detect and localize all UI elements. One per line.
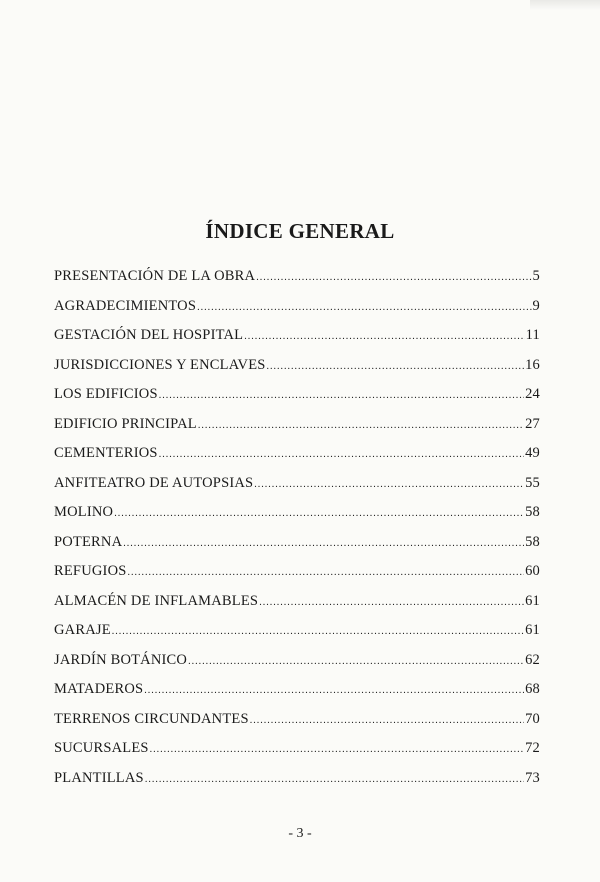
dot-leader <box>259 597 524 608</box>
toc-entry-title: JARDÍN BOTÁNICO <box>54 651 188 668</box>
table-of-contents <box>54 268 540 799</box>
toc-entry-page: 5 <box>532 268 540 284</box>
toc-entry <box>54 475 540 505</box>
dot-leader <box>150 744 524 755</box>
toc-entry <box>54 563 540 593</box>
toc-entry <box>54 770 540 800</box>
dot-leader <box>267 361 525 372</box>
toc-entry <box>54 534 540 564</box>
toc-entry <box>54 357 540 387</box>
toc-entry-page: 61 <box>525 592 540 609</box>
toc-entry-title: LOS EDIFICIOS <box>54 386 158 402</box>
toc-entry <box>54 386 540 416</box>
toc-entry-title: GESTACIÓN DEL HOSPITAL <box>54 327 244 343</box>
page-edge-shadow <box>530 0 600 10</box>
toc-entry <box>54 268 540 298</box>
toc-entry-page: 11 <box>525 327 540 343</box>
toc-entry <box>54 740 540 770</box>
toc-entry-page: 70 <box>525 710 540 727</box>
dot-leader <box>159 390 524 401</box>
toc-entry-title: PRESENTACIÓN DE LA OBRA <box>54 268 256 284</box>
toc-entry <box>54 445 540 475</box>
toc-entry-page: 61 <box>525 622 540 638</box>
toc-entry <box>54 652 540 682</box>
toc-entry-title: JURISDICCIONES Y ENCLAVES <box>54 356 266 373</box>
toc-entry-page: 58 <box>525 504 540 520</box>
dot-leader <box>254 479 524 490</box>
toc-entry-title: SUCURSALES <box>54 740 149 756</box>
toc-entry-page: 16 <box>525 356 540 373</box>
toc-entry-page: 24 <box>525 386 540 402</box>
toc-entry <box>54 416 540 446</box>
toc-entry-title: MOLINO <box>54 504 114 520</box>
dot-leader <box>144 685 524 696</box>
dot-leader <box>188 656 524 667</box>
toc-entry <box>54 298 540 328</box>
dot-leader <box>250 715 524 726</box>
toc-entry-title: ALMACÉN DE INFLAMABLES <box>54 592 259 609</box>
toc-entry-page: 72 <box>525 740 540 756</box>
toc-entry <box>54 593 540 623</box>
toc-entry <box>54 711 540 741</box>
dot-leader <box>244 331 524 342</box>
toc-entry-page: 60 <box>525 563 540 579</box>
toc-entry-title: CEMENTERIOS <box>54 445 158 461</box>
toc-entry-title: TERRENOS CIRCUNDANTES <box>54 710 249 727</box>
toc-entry-title: AGRADECIMIENTOS <box>54 297 197 314</box>
toc-entry-title: ANFITEATRO DE AUTOPSIAS <box>54 474 254 491</box>
toc-entry-page: 58 <box>525 533 540 550</box>
toc-entry <box>54 504 540 534</box>
page-number: - 3 - <box>288 826 312 841</box>
toc-entry-page: 49 <box>525 445 540 461</box>
page-title: ÍNDICE GENERAL <box>205 219 395 244</box>
dot-leader <box>145 774 524 785</box>
toc-entry <box>54 681 540 711</box>
dot-leader <box>256 272 531 283</box>
toc-entry-title: GARAJE <box>54 622 111 638</box>
dot-leader <box>123 538 524 549</box>
toc-entry-page: 55 <box>525 474 540 491</box>
toc-entry-page: 73 <box>525 769 540 786</box>
toc-entry <box>54 622 540 652</box>
toc-entry-title: EDIFICIO PRINCIPAL <box>54 415 197 432</box>
toc-entry-page: 27 <box>525 415 540 432</box>
dot-leader <box>112 626 524 637</box>
dot-leader <box>159 449 524 460</box>
toc-entry-page: 9 <box>532 297 540 314</box>
toc-entry-page: 62 <box>525 651 540 668</box>
dot-leader <box>114 508 524 519</box>
toc-entry-page: 68 <box>525 681 540 697</box>
toc-entry-title: MATADEROS <box>54 681 144 697</box>
dot-leader <box>128 567 525 578</box>
toc-entry-title: POTERNA <box>54 533 123 550</box>
toc-entry-title: PLANTILLAS <box>54 769 144 786</box>
toc-entry-title: REFUGIOS <box>54 563 127 579</box>
toc-entry <box>54 327 540 357</box>
dot-leader <box>198 420 524 431</box>
dot-leader <box>197 302 531 313</box>
